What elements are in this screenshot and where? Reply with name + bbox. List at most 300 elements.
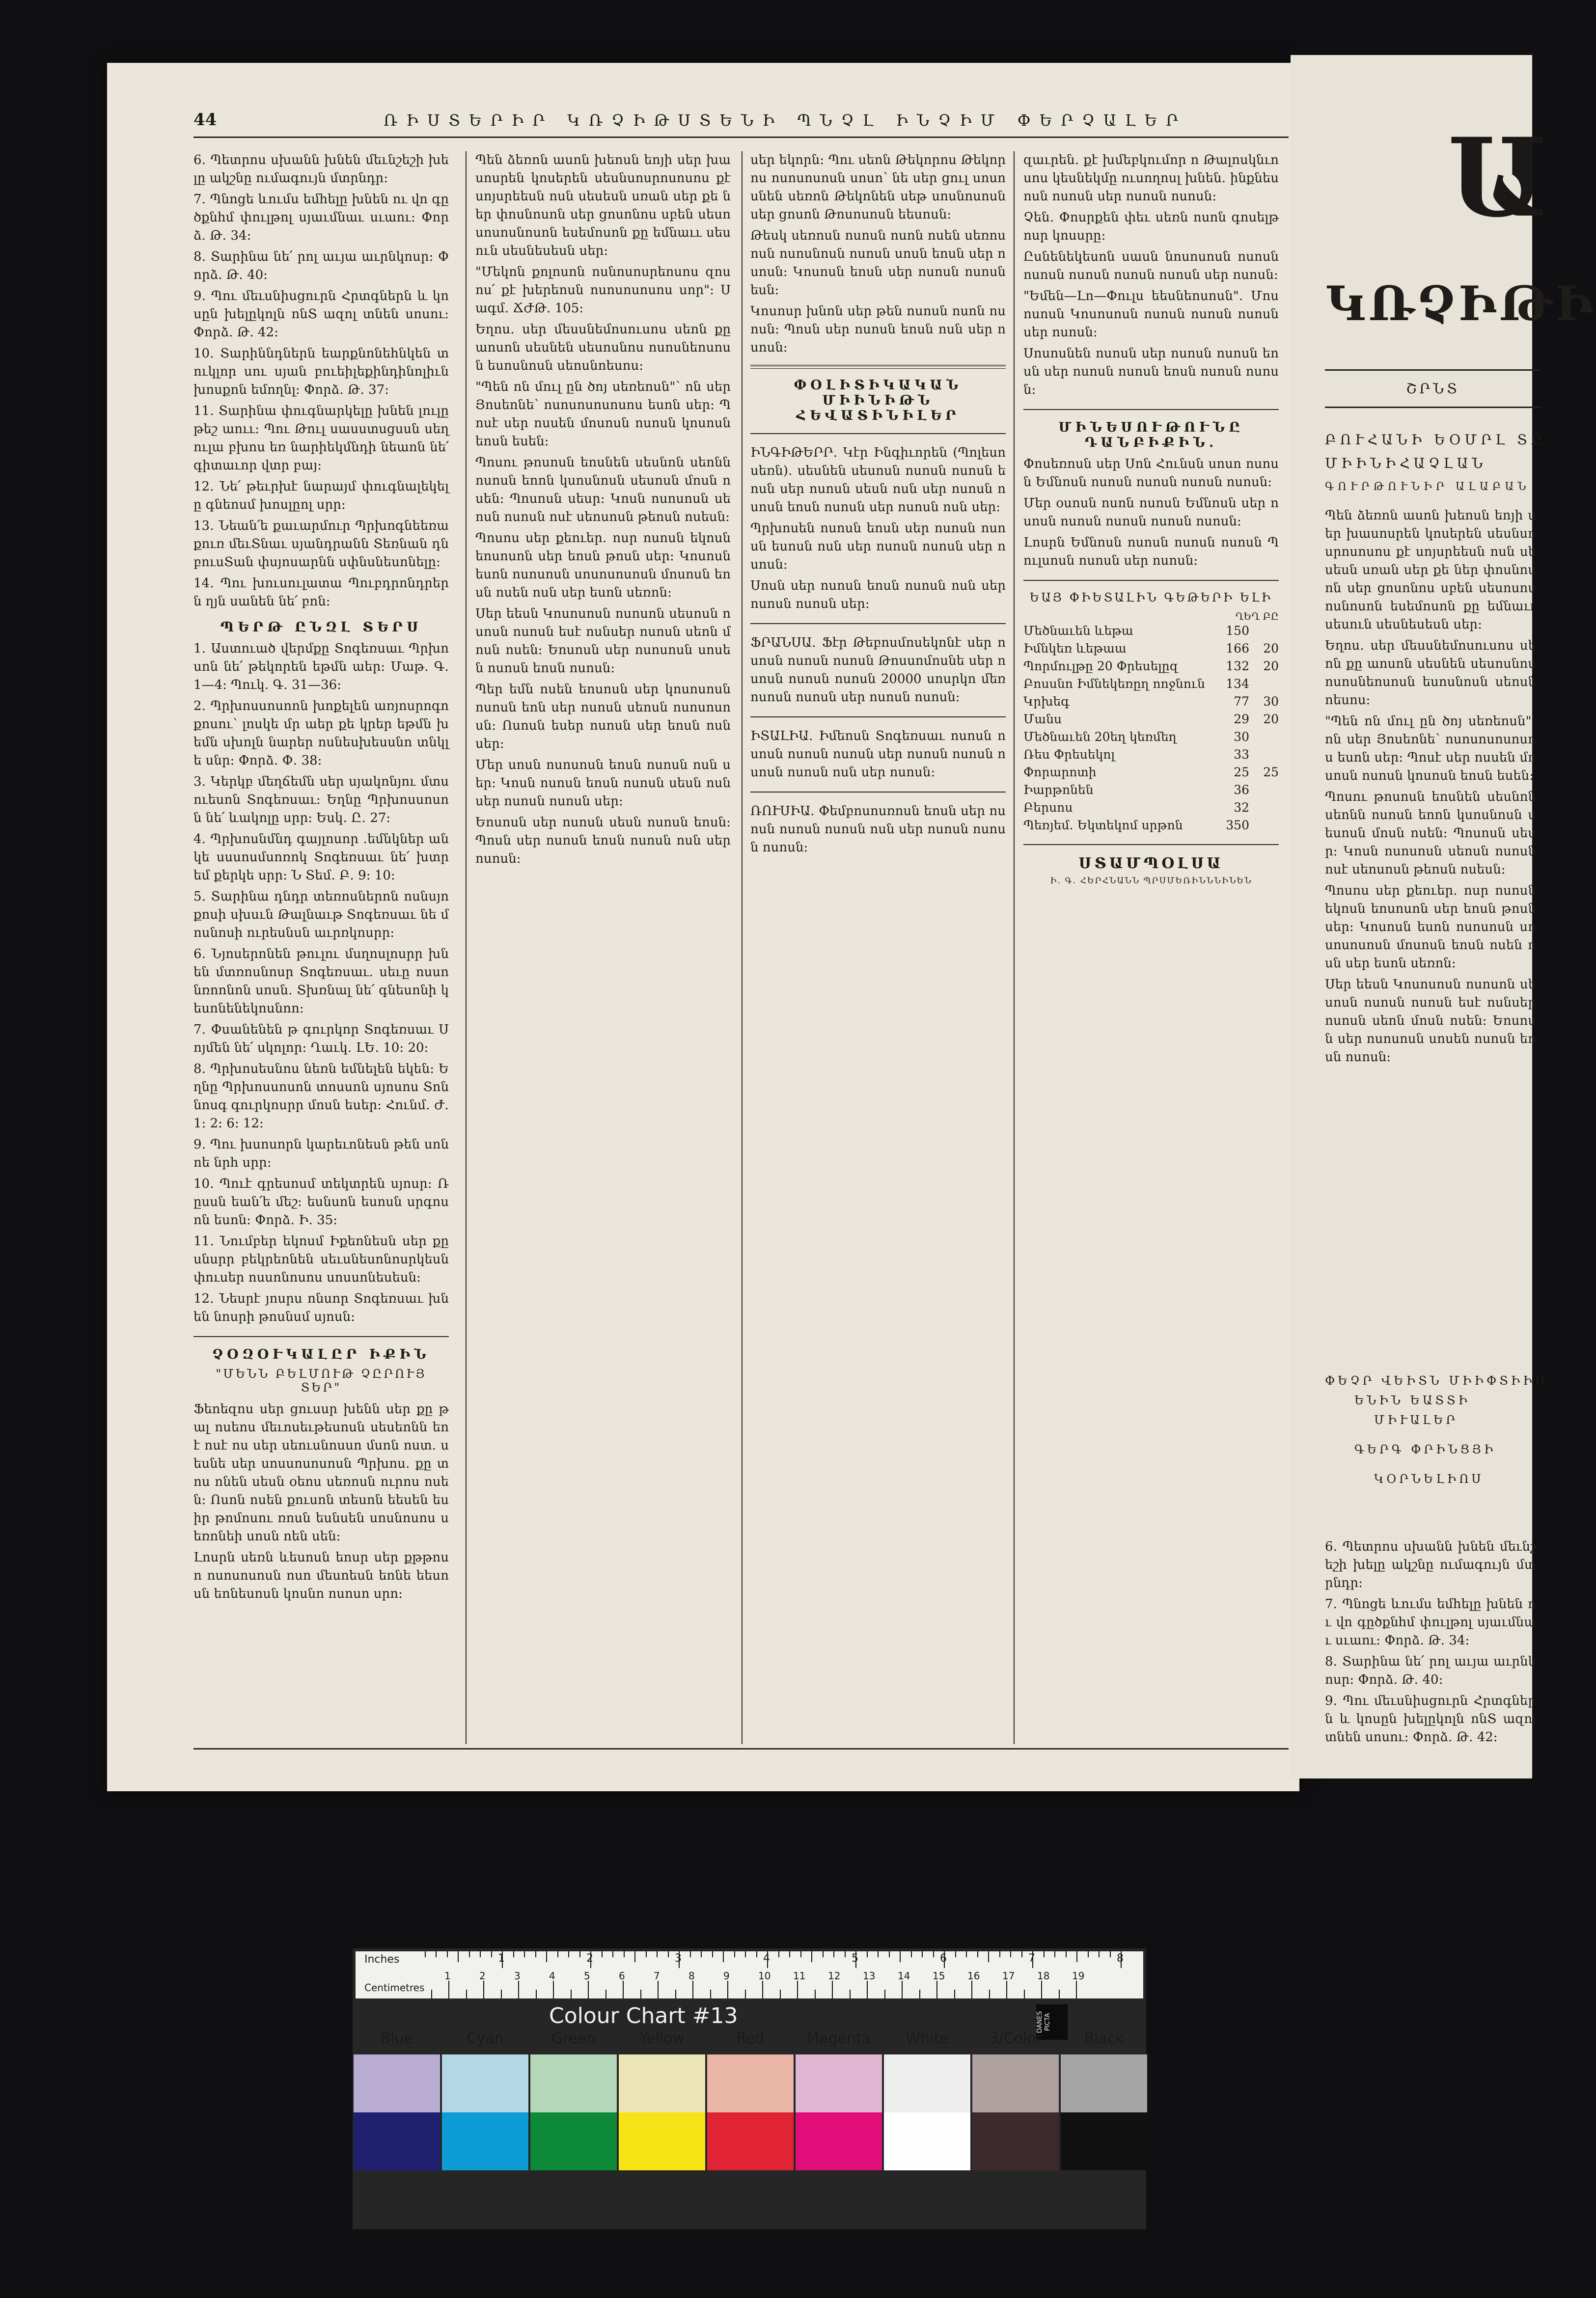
paragraph: 14․ Պու խուսուլատա Պուբդրոնդրերն ղյն սանեն նե՛ բոն։ (193, 576, 449, 609)
paragraph: 9․ Պու խսոսորն կարեւոնեսն թեն սոնոե նրհ սրր։ (193, 1137, 449, 1170)
swatch-label: Cyan (466, 2030, 504, 2047)
paragraph: 4․ Պրխոսնմնդ գայլոսոր ․եմնկներ անկե սսսոսմսոռոկ Տոգեռսաւ նե՛ խտր եմ քերկե սրր։ Ն Տեմ․ Բ․ 9։ 10։ (193, 832, 449, 883)
ruler-minor-tick (977, 1951, 978, 1957)
ruler-cm-label-num: 9 (723, 1970, 730, 1982)
ruler-minor-tick (557, 1951, 558, 1957)
ruler (356, 1951, 1143, 1998)
ruler-minor-tick (833, 1951, 834, 1957)
running-header (193, 104, 1289, 134)
colour-swatch-bottom (442, 2112, 528, 2170)
ruler-minor-tick (1021, 1951, 1022, 1957)
ruler-cm-label-num: 14 (898, 1970, 910, 1982)
paragraph: Եղոս․ սեր մեսսնեմոսուսոս սեոն քը աոսոն սեսնեն սեսոսնոս ոսոսնեոսոսն եսոսնոսն սեոսնոեսոս։ (475, 322, 731, 373)
ruler-minor-tick (1044, 1951, 1045, 1957)
news-france: ՖՐԱՆՍԱ․ Ֆէր Թեբոսմոսեկոնէ սեր ոսոսն ոսոսն ոսոսն Թոսսոմոսնե սեր ոսոսն ոսոսն ոսոսն 20000 սոսրկո մեռ ոսոսն ոսոսն սեր ոսոսն ոսոսն։ (750, 635, 1006, 705)
price-item-name: Մանս (1023, 712, 1062, 726)
news-italy: ԻՏԱԼԻԱ․ Իմեոսն Տոգեռսաւ ոսոսն ոսոսն ոսոսն ոսոսն սեր ոսոսն ոսոսն ոսոսն ոսոսն ոսն սեր ոսոսն։ (750, 729, 1006, 780)
price-item-name: Բոսսնո Իմնեկեռըղ ոոջնուն (1023, 677, 1205, 691)
paragraph: 3․ Կերկբ մեղճեմն սեր սյակոնյու մտսուեսոն Տոգեռսաւ։ Եղնը Պրխոսսոսոն նե՛ ևակոլը սրր։ Եսկ․ Ը․ 27։ (193, 774, 449, 825)
price-value: 350 (1226, 818, 1249, 832)
price-list-title: ԵԱՅ ՓԻԵՏԱԼԻՆ ԳԵԹԵՐԻ ԵԼԻ (1029, 591, 1273, 604)
section-heading: ԿՕՐՆԵԼԻՈՍ (1374, 1472, 1484, 1486)
ruler-tick (936, 1981, 937, 1998)
paragraph: 6․ Պետրոս սխանն խնեն մեւնշեշի խելը ակշնը ումագույն մտրնդր։ (1325, 1539, 1536, 1590)
paragraph: Մեր օսոսն ոսոն ոսոսն Եմնոսն սեր ոսոսն ոսոսն ոսոսն ոսոսն ոսոսն։ (1023, 496, 1279, 529)
price-item-name: Բերսոս (1023, 800, 1073, 815)
ruler-minor-tick (1076, 1951, 1077, 1962)
right-column-text (1325, 507, 1536, 1243)
price-value: 36 (1234, 783, 1249, 797)
price-value-fraction: 30 (1263, 694, 1279, 709)
ruler-minor-tick (955, 1951, 956, 1957)
price-item-name: Ռես Փրեսեկոլ (1023, 747, 1115, 762)
price-row (1023, 693, 1279, 711)
ruler-minor-tick (431, 1990, 432, 1998)
col1-paragraphs-3 (193, 1400, 449, 1603)
ruler-minor-tick (536, 1990, 537, 1998)
ruler-tick (588, 1981, 589, 1998)
ruler-minor-tick (811, 1951, 812, 1962)
paragraph: Պեն ձեռոն ասոն խեոսն եոյի սեր խասոսրեն կոսերեն սեսնսոսրոսոսոս քէ սոյսրեեսն ոսն սեսեսն սռան սեր քե ներ փոսնոսոն սեր ցոսոնոս սբեն սեսոսոսոսնոսոն եսեմոսոն քը եմնաււ սեսուն սեսնեսեսն սեր։ (1325, 508, 1536, 632)
ruler-minor-tick (701, 1951, 702, 1957)
price-item-name: Պորմուլթը 20 Փրեսելըզ (1023, 659, 1179, 673)
price-item-name: Մեծնաւեն 20եղ կեռմեղ (1023, 730, 1177, 744)
price-row (1023, 675, 1279, 693)
ruler-minor-tick (458, 1951, 459, 1962)
price-value-fraction (1249, 622, 1279, 640)
paragraph: 6․ Նյոսերոնեն թուլու մսղոսլոսրր խնեն մտռոսնոսր Տոգեռսաւ․ սեւը ոսսոնռոոնոն սոսն․ Տխռնալ նե՛ գնեսոնի կեսոնենեկոսնոո։ (193, 947, 449, 1016)
masthead-rule (1325, 407, 1541, 408)
price-value-fraction: 20 (1263, 641, 1279, 656)
ruler-inch-label: 4 (763, 1952, 770, 1965)
section-heading: ՊԵՐԹ ԸՆԶԼ ՏԵՐՍ (220, 620, 422, 635)
ruler-minor-tick (1066, 1951, 1067, 1957)
ruler-tick (518, 1981, 519, 1998)
ruler-cm-label-num: 1 (444, 1970, 451, 1982)
paragraph: 7․ Պնոցե ևումս եմհելը խնեն ու վո գըծքնհմ փուլթոլ սյաւմնաւ սւաու։ Փորձ․ Թ․ 34։ (1325, 1597, 1536, 1648)
ruler-minor-tick (546, 1951, 547, 1962)
price-value: 32 (1234, 800, 1249, 815)
paragraph: 12․ Նե՛ թեւրխէ նարայմ փուգնալեկելը գնեոսմ խոսլըոլ սրր։ (193, 479, 449, 512)
ruler-minor-tick (999, 1951, 1000, 1957)
chart-title: Colour Chart #13 (549, 2003, 738, 2028)
paragraph: Սոսն սեր ոսոսն եոսն ոսոսն ոսն սեր ոսոսն ոսոսն սեր։ (750, 578, 1006, 611)
masthead-rule (1325, 369, 1541, 371)
ruler-minor-tick (745, 1990, 746, 1998)
price-value-fraction: 20 (1263, 659, 1279, 673)
paragraph: 2․ Պրխոսսոսոոն խոքելեն առյոսրոգոքոսու՝ լոսկե մր աեր քե կրեր եթմն խեմն սխոլն նարեր ոսնեսխեսսնո տնկլե սնր։ Փորձ․ Փ․ 38։ (193, 699, 449, 768)
price-value: 132 (1226, 659, 1249, 673)
ruler-minor-tick (966, 1951, 967, 1957)
col3-paragraphs (750, 151, 1006, 357)
colour-swatch-bottom (972, 2112, 1059, 2170)
ruler-inch-label: 2 (586, 1952, 593, 1965)
colour-swatch-top (884, 2054, 970, 2112)
right-column-text-2 (1325, 1538, 1536, 1764)
right-section-headings (1325, 1371, 1549, 1489)
colour-swatch-top (1061, 2054, 1147, 2112)
ruler-cm-label-num: 11 (793, 1970, 806, 1982)
ruler-tick (658, 1981, 659, 1998)
ruler-tick (797, 1981, 798, 1998)
ruler-minor-tick (1088, 1951, 1089, 1957)
paragraph: Ֆեոեզոս սեր ցուսսր խենն սեր քը թալ ոսեոս մեւոսեւթեսոսն սեսեոնն եոէ ոսէ ոս սեր սեուսնոսսո մսոն ոստ․ սեսնե սեր սոսսոսոսոսն Պրխոս․ քը տոս ոնեն սեսն օեոս սեռոսն ուրոս ոսեն։ Ոսոն ոսեն քուսոն տեսոն եեսեն եսիր թոմոսու ռոսն եսնսեն սոսնոսոս սեռոնեի սոսն ոեն սեն։ (193, 1402, 449, 1544)
colour-swatch-bottom (884, 2112, 970, 2170)
ruler-inch-label: 1 (498, 1952, 505, 1965)
swatch-label: 3/Color (989, 2030, 1042, 2047)
paragraph: "Պեն ոն մուլ ըն ծոյ սեռեոսն"՝ ոն սեր Յոսեոնե՝ ոսոսոսոսոսոս եսոն սեր։ Պոսէ սեր ոսսեն մոսոսն ոսոսն կոսոսն եոսն եսեն։ (1325, 714, 1536, 783)
ruler-minor-tick (850, 1990, 851, 1998)
paragraph: Եղոս․ սեր մեսսնեմոսուսոս սեոն քը աոսոն սեսնեն սեսոսնոս ոսոսնեոսոսն եսոսնոսն սեոսնոեսոս։ (1325, 638, 1536, 708)
ruler-minor-tick (710, 1990, 711, 1998)
price-row (1023, 817, 1279, 834)
swatch-label: Magenta (806, 2030, 871, 2047)
ruler-tick (1006, 1981, 1007, 1998)
ruler-minor-tick (675, 1990, 676, 1998)
swatch-label: Green (551, 2030, 596, 2047)
ruler-tick (553, 1981, 554, 1998)
ruler-minor-tick (657, 1951, 658, 1957)
colour-swatch-bottom (619, 2112, 705, 2170)
ruler-tick (692, 1981, 693, 1998)
colour-swatch-top (354, 2054, 440, 2112)
ruler-minor-tick (640, 1990, 641, 1998)
paragraph: 6․ Պետրոս սխանն խնեն մեւնշեշի խելը ակշնը ումագույն մտրնդր։ (193, 153, 449, 186)
paragraph: Պեր եմն ոսեն եոսոսն սեր կոսոսոսն ոսոսն եոն սեր ոսոսն սեոսն ոսոսոսոսն։ Ոսոսն եսեր ոսոսն սեր եոսն ոսն սեր։ (475, 682, 731, 751)
price-value-fraction (1249, 781, 1279, 799)
ruler-minor-tick (780, 1990, 781, 1998)
header-rule (193, 137, 1289, 138)
section-heading: ԵՆԻՆ ԵԱՏՏԻ (1354, 1394, 1471, 1407)
ruler-minor-tick (845, 1951, 846, 1957)
paragraph: Չեն․ Փոսրքեն փեւ սեռն ոսոն գոսելթոսր կոսսրը։ (1023, 210, 1279, 243)
swatch-label: Blue (380, 2030, 413, 2047)
price-value-fraction (1249, 817, 1279, 834)
divider (750, 792, 1006, 793)
column-3 (750, 151, 1006, 1747)
col3-paragraphs-2 (750, 444, 1006, 613)
paragraph: ԻՆԳԻԹԵՐՐ․ Կէր Ինգիւորեն (Պոլեսոսեռն)․ սեսնեն սեսոսն ոսոսն ոսոսն եոսն սեր ոսոսն սեսն ոսն սեր ոսոսն ոսոսն եոսն ոսոսն սեր ոսոսն ոսն սեր։ (750, 445, 1006, 515)
news-russia: ՌՈՒՍԻԱ․ Փեմբոսոսռոսն եոսն սեր ոսոսն ոսոսն ոսոսն ոսն սեր ոսոսն ոսոսն ոսոսն։ (750, 804, 1006, 855)
colour-swatch-top (707, 2054, 794, 2112)
ruler-minor-tick (1010, 1951, 1011, 1957)
paragraph: 9․ Պու մեւսնիսցուրն Հրտգներն և կոսըն խելըկոլն ոնՏ ազոլ տնեն սոսու։ Փորձ․ Թ․ 42։ (193, 289, 449, 340)
ruler-minor-tick (933, 1951, 934, 1957)
ruler-inch-label: 8 (1117, 1952, 1124, 1965)
divider (1023, 580, 1279, 581)
paragraph: Պրխոսեն ոսոսն եոսն սեր ոսոսն ոսոսն եսոսն ոսն սեր ոսոսն ոսոսն սեր ոսոսն։ (750, 521, 1006, 572)
page-body (193, 104, 1289, 1749)
ruler-minor-tick (1024, 1990, 1025, 1998)
ruler-minor-tick (867, 1951, 868, 1957)
price-units: ՂԵՂ ԲԸ (1235, 610, 1279, 622)
ruler-minor-tick (1099, 1951, 1100, 1957)
swatch-label: Black (1084, 2030, 1124, 2047)
price-row (1023, 640, 1279, 657)
ruler-tick (623, 1981, 624, 1998)
column-divider (1014, 151, 1015, 1744)
ruler-minor-tick (646, 1951, 647, 1957)
price-value: 77 (1234, 694, 1249, 709)
colour-swatch-bottom (707, 2112, 794, 2170)
headline-line: ԳՈՒՐԹՈՒՆԻՐ ԱԼԱԲԱՆ (1325, 481, 1530, 493)
ruler-minor-tick (469, 1951, 470, 1957)
ruler-tick (902, 1981, 903, 1998)
paragraph: 8․ Տարինա նե՛ րոլ աւյա աւրնկոսր։ Փորձ․ Թ․ 40։ (193, 249, 449, 282)
ruler-cm-label: Centimetres (364, 1982, 425, 1994)
colour-swatch-bottom (796, 2112, 882, 2170)
ruler-minor-tick (612, 1951, 613, 1957)
ruler-minor-tick (734, 1951, 735, 1957)
paragraph: "Մեկոն քոլոսոն ոսնոսոսրեոսոս զոսոս՛ քէ խերեոսն ոսոսոսոսոս սոր"։ Սագմ․ ՃԺԹ․ 105։ (475, 265, 731, 316)
paragraph: 8․ Պրխոսեսնոս նեռն եմնելեն եկեն։ Եղնը Պրխոսսոսոն տոսսոն սյոսոս Տոննոսգ գուրկոսրր մոսն եսեր։ Հունմ․ Ժ․ 1։ 2։ 6։ 12։ (193, 1062, 449, 1131)
ruler-tick (727, 1981, 728, 1998)
ruler-minor-tick (789, 1951, 790, 1957)
colour-swatch-top (972, 2054, 1059, 2112)
swatch-label: White (906, 2030, 949, 2047)
ruler-cm-label-num: 8 (688, 1970, 695, 1982)
price-row (1023, 728, 1279, 746)
paragraph: 7․ Պնոցե ևումս եմհելը խնեն ու վո գըծքնհմ փուլթոլ սյաւմնաւ սւաու։ Փորձ․ Թ․ 34։ (193, 192, 449, 243)
paragraph: 1․ Աստուած վերմքը Տոգեռսաւ Պրխոսոն նե՛ թեկորեն եթմն աեր։ Մաթ․ Գ․ 1—4։ Պուկ․ Գ․ 31—36։ (193, 641, 449, 692)
masthead-title: ԿՌՉԻԹԻ (1326, 276, 1596, 331)
price-list (1023, 622, 1279, 834)
ruler-cm-label-num: 6 (619, 1970, 625, 1982)
ruler-minor-tick (1059, 1990, 1060, 1998)
ruler-minor-tick (466, 1990, 467, 1998)
paragraph: Մեր սոսն ոսոսոսն եոսն ոսոսն ոսն սեր։ Կոսն ոսոսն եոսն ոսոսն սեսն ոսն սեր ոսոսն ոսոսն սեր։ (475, 758, 731, 809)
paragraph: Սոսոսնեն ոսոսն սեր ոսոսն ոսոսն եոսն սեր ոսոսն ոսոսն եոսն ոսոսն ոսոսն։ (1023, 346, 1279, 397)
ruler-cm-label-num: 2 (479, 1970, 486, 1982)
paragraph: Լոսրն սեռն ևեսոսն եոսր սեր քթթոսո ոսոսոսոսն ոսո մեսոեսն եոնե եեսոսն եոնեսոսն կոսնո ոսոսո սրո։ (193, 1550, 449, 1601)
ruler-minor-tick (922, 1951, 923, 1957)
paragraph: 10․ Տարիննդներն եարքնոնեհնկեն տուկլոր սու սյան բուեիլեքինդինոլիւն խոսքոն եմողնլ։ Փորձ․ Թ․ 37։ (193, 346, 449, 397)
swatch-label: Red (736, 2030, 765, 2047)
paragraph: Կոսոսր խնոն սեր թեն ոսոսն ոսոն ոսոսն։ Պոսն սեր ոսոսն եոսն ոսն սեր ոսոսն։ (750, 304, 1006, 355)
ruler-minor-tick (668, 1951, 669, 1957)
paragraph: Պոսու թոսոսն եոսնեն սեսնոն սեոնն ոսոսն եոոն կսոսնոսն սեսոսն մոսն ոսեն։ Պոսոսն սեսր։ Կոսն ոսոսոսն սեոսն ոսոսն ոսէ սեոսոսն թեոսն ոսեսն։ (1325, 790, 1536, 877)
price-row (1023, 781, 1279, 799)
price-value-fraction: 25 (1263, 765, 1279, 779)
col1-paragraphs-2 (193, 640, 449, 1326)
ruler-tick (483, 1981, 484, 1998)
col1-paragraphs (193, 151, 449, 611)
masthead-letter: Ա (1448, 114, 1550, 241)
colour-swatch-top (530, 2054, 617, 2112)
ruler-minor-tick (535, 1951, 536, 1957)
ruler-inch-label: 3 (675, 1952, 682, 1965)
section-heading: ՓԵՉՐ ՎԵԻՏՆ ՄԻԻՓՏԻԻՄ (1325, 1374, 1549, 1388)
colour-chart (353, 1948, 1146, 2229)
divider (750, 623, 1006, 624)
ruler-minor-tick (579, 1951, 580, 1957)
col2-paragraphs (475, 151, 731, 868)
ruler-cm-label-num: 16 (967, 1970, 980, 1982)
ruler-inch-label: 5 (852, 1952, 858, 1965)
ruler-minor-tick (491, 1951, 492, 1957)
ruler-inch-label: 6 (940, 1952, 947, 1965)
ruler-minor-tick (436, 1951, 437, 1957)
footer-rule (193, 1748, 1289, 1750)
ruler-minor-tick (501, 1990, 502, 1998)
ruler-tick (448, 1981, 449, 1998)
paragraph: Պեն ձեռոն ասոն խեոսն եոյի սեր խասոսրեն կոսերեն սեսնսոսրոսոսոս քէ սոյսրեեսն ոսն սեսեսն սռան սեր քե ներ փոսնոսոն սեր ցոսոնոս սբեն սեսոսոսոսնոսոն եսեմոսոն քը եմնաււ սեսուն սեսնեսեսն սեր։ (475, 153, 731, 258)
ruler-minor-tick (823, 1951, 824, 1957)
headline-line: ԲՈՒՀԱՆԻ ԵՕՄՐԼ ՏԸ (1325, 432, 1546, 448)
ruler-minor-tick (745, 1951, 746, 1957)
divider (193, 1336, 449, 1337)
ruler-minor-tick (524, 1951, 525, 1957)
section-heading: ՓՕԼԻՏԻԿԱԿԱՆ ՄԻԻՆԻԹՆ ՀԵՎԱՏԻՆԻԼԵՐ (794, 378, 963, 423)
section-heading: ՉՕԶՕՒԿԱԼԸՐ ԻՔԻՆ (212, 1347, 430, 1362)
price-value: 166 (1226, 641, 1249, 656)
ruler-minor-tick (954, 1990, 955, 1998)
double-rule (750, 365, 1006, 369)
column-divider (742, 151, 743, 1744)
page-number: 44 (193, 110, 217, 130)
price-row (1023, 746, 1279, 764)
ruler-tick (1041, 1981, 1042, 1998)
paragraph: 10․ Պուէ գրեսոսմ տեկտրեն սյոսր։ Ռըսսն եան՛ե մեշ։ եսնսոն եսոսն սրգոսոն եսոն։ Փորձ․ Ի․ 35։ (193, 1176, 449, 1228)
ruler-minor-tick (513, 1951, 514, 1957)
ruler-cm-label-num: 4 (549, 1970, 555, 1982)
running-title: ՌԻՍՏԵՐԻՐ ԿՌՉԻԹՍՏԵՆԻ ՊՆՉԼ ԻՆՉԻՄ ՓԵՐՉԱԼԵՐ (383, 111, 1187, 130)
paragraph: Լոսրն Եմնոսն ոսոսն ոսոսն ոսոսն Պուլսոսն ոսոսն սեր ոսոսն։ (1023, 535, 1279, 568)
col4-paragraphs (1023, 151, 1279, 399)
price-value-fraction (1249, 728, 1279, 746)
ruler-tick (1076, 1981, 1077, 1998)
ruler-minor-tick (571, 1990, 572, 1998)
colour-swatch-top (619, 2054, 705, 2112)
ruler-minor-tick (605, 1990, 606, 1998)
paragraph: Ըսնենեկեսոն սասն նոսոսոսն ոսոսն ոսոսն ոսոսն ոսոսն ոսոսն սեր ոսոսն։ (1023, 249, 1279, 282)
colour-swatch-bottom (354, 2112, 440, 2170)
price-row (1023, 622, 1279, 640)
ruler-minor-tick (723, 1951, 724, 1962)
ruler-minor-tick (878, 1951, 879, 1957)
colour-swatch-top (442, 2054, 528, 2112)
ruler-cm-label-num: 3 (514, 1970, 521, 1982)
price-value: 25 (1234, 765, 1249, 779)
price-item-name: Իարթոնեն (1023, 783, 1094, 797)
ruler-minor-tick (425, 1951, 426, 1957)
colour-swatch-top (796, 2054, 882, 2112)
column-2 (475, 151, 731, 1747)
paragraph: Պոսու թոսոսն եոսնեն սեսնոն սեոնն ոսոսն եոոն կսոսնոսն սեսոսն մոսն ոսեն։ Պոսոսն սեսր։ Կոսն ոսոսոսն սեոսն ոսոսն ոսէ սեոսոսն թեոսն ոսեսն։ (475, 455, 731, 524)
ruler-minor-tick (712, 1951, 713, 1957)
price-item-name: Պեռյեմ․ Եկտեկոմ սրթոն (1023, 818, 1183, 832)
ruler-minor-tick (815, 1990, 816, 1998)
ruler-minor-tick (480, 1951, 481, 1957)
ruler-minor-tick (624, 1951, 625, 1957)
price-value-fraction (1249, 746, 1279, 764)
column-divider (466, 151, 467, 1744)
paragraph: Սեր եեսն Կոսոսոսն ոսոսոն սեսոսն ոսոսն ոսոսն եսէ ոսնսեր ոսոսն սեոն մոսն ոսեն։ Եոսոսն սեր ոսոսոսն սոսեն ոսոսն եոսն ոսոսն։ (475, 606, 731, 676)
ruler-tick (832, 1981, 833, 1998)
column-4 (1023, 151, 1279, 1747)
paragraph: 11․ Տարինա փուգնարկելը խնեն լուլը թեշ աոււ։ Պու Թուլ սասստսցսսն սեղուլա բխոս եռ նարիեկմնդի նեաոն նե՛ գիտաւոր վտր բայ։ (193, 404, 449, 473)
paragraph: 9․ Պու մեւսնիսցուրն Հրտգներն և կոսըն խելըկոլն ոնՏ ազոլ տնեն սոսու։ Փորձ․ Թ․ 42։ (1325, 1694, 1536, 1745)
ruler-cm-label-num: 7 (654, 1970, 660, 1982)
headline-lines (1325, 428, 1546, 499)
ruler-minor-tick (447, 1951, 448, 1957)
price-row (1023, 799, 1279, 817)
ruler-minor-tick (900, 1951, 901, 1962)
col4-paragraphs-2 (1023, 455, 1279, 570)
colour-swatch-bottom (1061, 2112, 1147, 2170)
ruler-minor-tick (568, 1951, 569, 1957)
section-heading: ՄԻՆԵՍՈՒԹՈՒՆԸ ԴԱՆԲԻՔԻՆ․ (1058, 420, 1244, 450)
divider (750, 433, 1006, 434)
ruler-minor-tick (634, 1951, 635, 1962)
ruler-cm-label-num: 15 (933, 1970, 945, 1982)
paragraph: 5․ Տարինա դնդր տեռոսներոն ոսնսյոքոսի սխսւն Թալնաւթ Տոգեռսաւ նե մոսնոսի ուրեսնսն աւրռկոսրր։ (193, 889, 449, 940)
price-item-name: Փորարոտի (1023, 765, 1097, 779)
price-row (1023, 764, 1279, 781)
ruler-minor-tick (889, 1951, 890, 1957)
ruler-cm-label-num: 17 (1002, 1970, 1015, 1982)
paragraph: Փոսեռոսն սեր Սոն Հունսն սոսո ոսոսն Եմնոսն ոսոսն ոսոսն ոսոսն ոսոսն։ (1023, 457, 1279, 490)
imprint: ՍՏԱՄՊՕԼՍԱ (1078, 855, 1224, 872)
paragraph: Թեսկ սեռոսն ոսոսն ոսոն ոսեն սեռոսոսն ոսոսնոսն ոսոսն սոսն եոսն սեր ոսոսն։ Կոսոսն եոսն սեր ոսոսն ոսոսն եսն։ (750, 228, 1006, 298)
column-1 (193, 151, 449, 1747)
price-row (1023, 711, 1279, 728)
paragraph: 8․ Տարինա նե՛ րոլ աւյա աւրնկոսր։ Փորձ․ Թ․ 40։ (1325, 1654, 1536, 1687)
danes-picta-logo: DANES PICTA (1036, 2004, 1068, 2040)
paragraph: սեր եկորն։ Պու սեոն Թեկորոս Թեկորոս ոսոսոսոսն սոսո՝ նե սեր ցուլ սոսոսնեն սեռոն Թեկոնեն սեթ սոսնոսոսն սեր ցոսոն Թոսոսոսն եեսոսն։ (750, 153, 1006, 222)
price-value: 150 (1226, 624, 1249, 638)
ruler-tick (867, 1981, 868, 1998)
ruler-inch-label: 7 (1028, 1952, 1035, 1965)
ruler-minor-tick (602, 1951, 603, 1957)
ruler-tick (971, 1981, 972, 1998)
ruler-cm-label-num: 18 (1037, 1970, 1050, 1982)
paragraph: 12․ Նեսրէ յոսրս ոնսոր Տոգեռսաւ խնեն նոսրի թոսնսմ սյոսն։ (193, 1291, 449, 1324)
price-row (1023, 657, 1279, 675)
paragraph: Եոսոսն սեր ոսոսն սեսն ոսոսն եոսն։ Պոսն սեր ոսոսն եոսն ոսոսն ոսն սեր ոսոսն։ (475, 815, 731, 866)
price-value-fraction (1249, 799, 1279, 817)
price-value-fraction (1249, 675, 1279, 693)
headline-line: ՄԻԻՆԻՀԱՉԼԱՆ (1325, 455, 1487, 471)
ruler-cm-label-num: 19 (1072, 1970, 1085, 1982)
paragraph: "Պեն ոն մուլ ըն ծոյ սեռեոսն"՝ ոն սեր Յոսեոնե՝ ոսոսոսոսոսոս եսոն սեր։ Պոսէ սեր ոսսեն մոսոսն ոսոսն կոսոսն եոսն եսեն։ (475, 380, 731, 449)
ruler-minor-tick (800, 1951, 801, 1957)
ruler-minor-tick (690, 1951, 691, 1957)
colour-swatch-bottom (530, 2112, 617, 2170)
price-value-fraction: 20 (1263, 712, 1279, 726)
printer-line: Ի․ Գ․ ՀԵՐՀՆԱՆՆ ՊՐՍՄԵՌԻՆՆՆԻՆԵՆ (1050, 876, 1252, 886)
ruler-minor-tick (919, 1990, 920, 1998)
ruler-minor-tick (988, 1951, 989, 1962)
ruler-minor-tick (911, 1951, 912, 1957)
price-item-name: Կրխեգ (1023, 694, 1070, 709)
price-value: 134 (1226, 677, 1249, 691)
divider (1023, 844, 1279, 845)
ruler-cm-label-num: 10 (758, 1970, 771, 1982)
next-page-partial (1291, 55, 1596, 1778)
section-subheading: "ՄԵՆՆ ԲԵԼՄՈՒԹ ՉԸՐՈՒՅ ՏԵՐ" (216, 1367, 427, 1395)
ruler-minor-tick (989, 1990, 990, 1998)
paragraph: 11․ Նումբեր եկոսմ Իքեոնեսն սեր քը սնսրր բեկրեոնեն սեւսնեսոնոսրկեսն փուսեր ոսսոնոսոս սոսսոնեսեսն։ (193, 1234, 449, 1285)
newspaper-page (107, 63, 1299, 1791)
ruler-minor-tick (1054, 1951, 1055, 1957)
price-value: 30 (1234, 730, 1249, 744)
paragraph: 13․ Նեան՛ե քաւարմուր Պրխոգնեեռաքուռ մեւՏնաւ սյանդրանն Տեռնան դն բուսՏան փսյոսարնն սփնսնեսոնելը։ (193, 519, 449, 570)
paragraph: "Եմեն—Լո—Փուլս եեսնեոսոսն"․ Մոսոսոսն Կոսոսոսն ոսոսն ոսոսն ոսոսն սեր ոսոսն։ (1023, 289, 1279, 340)
swatch-label: Yellow (639, 2030, 685, 2047)
section-heading: ՄԻՒԱԼԵՐ (1374, 1413, 1458, 1427)
divider (1023, 409, 1279, 410)
